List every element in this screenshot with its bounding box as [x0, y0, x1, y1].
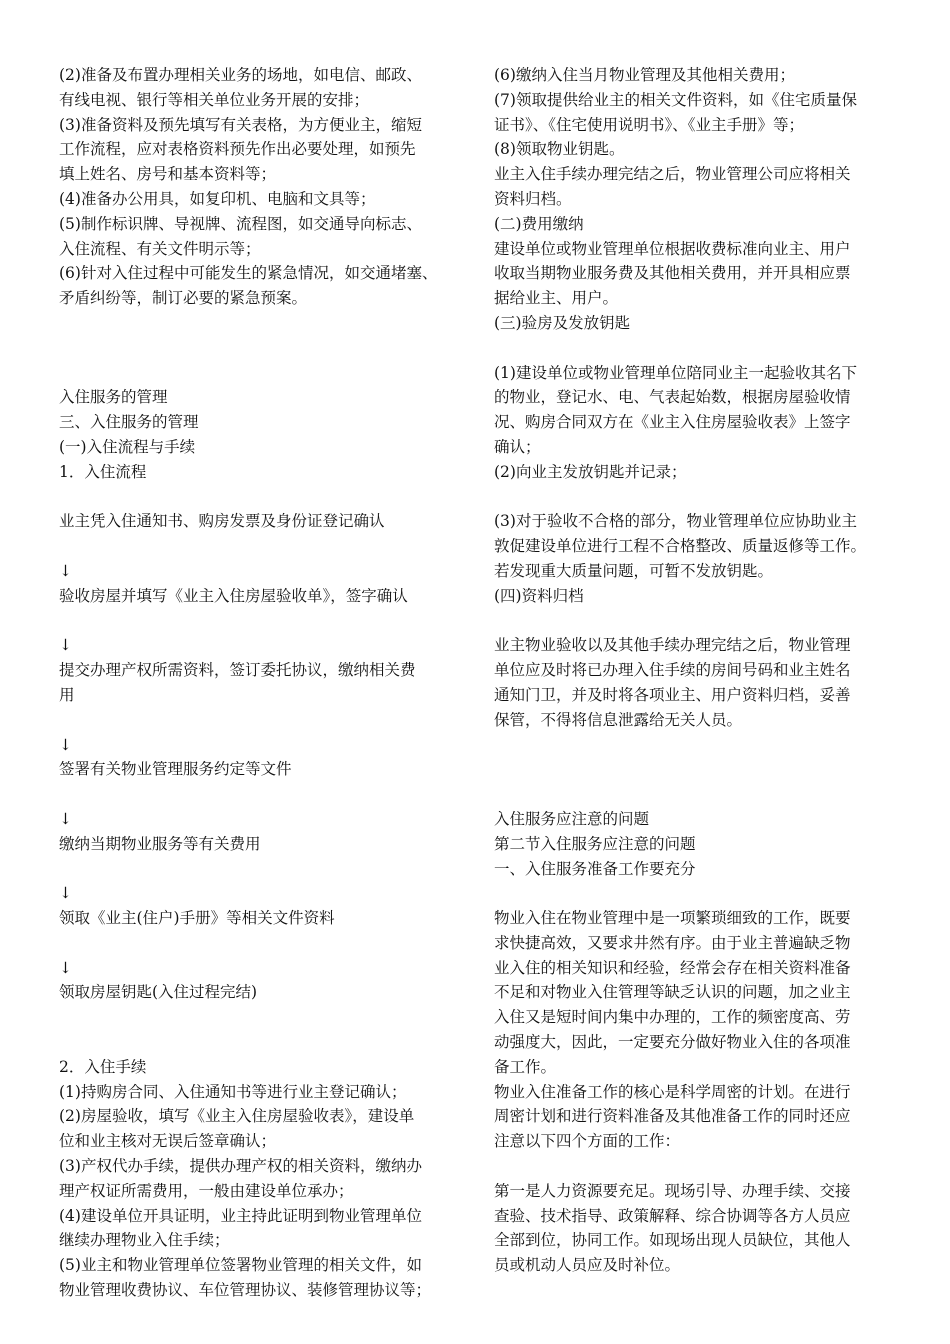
- heading-section-3: [59, 410, 471, 435]
- blank-line: [59, 782, 471, 807]
- text-line: (一)入住流程与手续: [59, 437, 196, 456]
- text-line: 求快捷高效，又要求井然有序。由于业主普遍缺乏物: [494, 933, 851, 952]
- text-line: 2．入住手续: [59, 1057, 147, 1076]
- para-prep-core: [494, 1080, 906, 1154]
- left-column: [59, 63, 471, 1303]
- text-line: 注意以下四个方面的工作：: [494, 1132, 681, 1151]
- text-line: (7)领取提供给业主的相关文件资料，如《住宅质量保: [494, 90, 857, 109]
- text-line: 周密计划和进行资料准备及其他准备工作的同时还应: [494, 1107, 851, 1126]
- text-line: ↓: [59, 636, 72, 655]
- blank-line: [59, 857, 471, 882]
- text-line: (3)产权代办手续，提供办理产权的相关资料，缴纳办: [59, 1157, 422, 1176]
- text-line: (3)对于验收不合格的部分，物业管理单位应协助业主: [494, 512, 857, 531]
- blank-line: [494, 733, 906, 758]
- text-line: (二)费用缴纳: [494, 214, 584, 233]
- text-line: (2)准备及布置办理相关业务的场地，如电信、邮政、: [59, 66, 422, 84]
- text-line: ↓: [59, 884, 72, 903]
- text-line: 缴纳当期物业服务等有关费用: [59, 834, 261, 853]
- text-line: (3)准备资料及预先填写有关表格，为方便业主，缩短: [59, 115, 422, 134]
- heading-checkin-management: [59, 385, 471, 410]
- para-archiving: [494, 633, 906, 732]
- text-line: 建设单位或物业管理单位根据收费标准向业主、用户: [494, 239, 851, 258]
- flow-arrow: [59, 633, 471, 658]
- text-line: (1)持购房合同、入住通知书等进行业主登记确认；: [59, 1082, 407, 1101]
- text-line: 提交办理产权所需资料，签订委托协议，缴纳相关费: [59, 661, 416, 680]
- flow-arrow: [59, 807, 471, 832]
- flow-arrow: [59, 733, 471, 758]
- flow-step-6: [59, 906, 471, 931]
- text-line: 备工作。: [494, 1057, 557, 1076]
- item-5-signage: [59, 212, 471, 262]
- blank-line: [494, 336, 906, 361]
- heading-process-procedures: [59, 435, 471, 460]
- text-line: 若发现重大质量问题，可暂不发放钥匙。: [494, 561, 774, 580]
- flow-step-1: [59, 509, 471, 534]
- blank-line: [59, 1030, 471, 1055]
- text-line: 查验、技术指导、政策解释、综合协调等各方人员应: [494, 1206, 851, 1225]
- text-line: 理产权证所需费用，一般由建设单位承办；: [59, 1181, 354, 1200]
- para-prep-intro: [494, 906, 906, 1080]
- item-4-office-supplies: [59, 187, 471, 212]
- text-line: ↓: [59, 735, 72, 754]
- text-line: 单位应及时将已办理入住手续的房间号码和业主姓名: [494, 661, 851, 680]
- inspect-3: [494, 509, 906, 583]
- flow-arrow: [59, 881, 471, 906]
- text-line: 据给业主、用户。: [494, 289, 619, 308]
- text-line: 三、入住服务的管理: [59, 413, 199, 432]
- blank-line: [494, 881, 906, 906]
- text-line: 业主入住手续办理完结之后，物业管理公司应将相关: [494, 165, 851, 184]
- text-line: 敦促建设单位进行工程不合格整改、质量返修等工作。: [494, 537, 867, 556]
- text-line: 签署有关物业管理服务约定等文件: [59, 760, 292, 779]
- blank-line: [59, 336, 471, 361]
- text-line: 继续办理物业入住手续；: [59, 1231, 230, 1250]
- text-line: (四)资料归档: [494, 586, 584, 605]
- flow-step-2: [59, 584, 471, 609]
- proc-5: [59, 1253, 471, 1303]
- blank-line: [59, 1005, 471, 1030]
- proc-7: [494, 88, 906, 138]
- flow-step-5: [59, 832, 471, 857]
- text-line: (4)准备办公用具，如复印机、电脑和文具等；: [59, 189, 376, 208]
- blank-line: [59, 931, 471, 956]
- text-line: (5)制作标识牌、导视牌、流程图，如交通导向标志、: [59, 214, 422, 233]
- heading-archiving: [494, 584, 906, 609]
- text-line: 证书》、《住宅使用说明书》、《业主手册》等；: [494, 115, 805, 134]
- text-line: 资料归档。: [494, 189, 572, 208]
- proc-8: [494, 137, 906, 162]
- text-line: 入住流程、有关文件明示等；: [59, 239, 261, 258]
- text-line: (三)验房及发放钥匙: [494, 313, 631, 332]
- para-fees: [494, 237, 906, 311]
- text-line: 有线电视、银行等相关单位业务开展的安排；: [59, 90, 370, 109]
- flow-step-4: [59, 757, 471, 782]
- text-line: 第一是人力资源要充足。现场引导、办理手续、交接: [494, 1181, 851, 1200]
- item-2-prep-venue: [59, 63, 471, 113]
- item-6-emergency-plan: [59, 261, 471, 311]
- heading-section-2: [494, 832, 906, 857]
- text-line: 第二节入住服务应注意的问题: [494, 834, 696, 853]
- item-3-prep-forms: [59, 113, 471, 187]
- text-line: 员或机动人员应及时补位。: [494, 1256, 681, 1275]
- text-line: (6)缴纳入住当月物业管理及其他相关费用；: [494, 66, 795, 84]
- text-line: (4)建设单位开具证明，业主持此证明到物业管理单位: [59, 1206, 422, 1225]
- proc-6: [494, 63, 906, 88]
- text-line: 通知门卫，并及时将各项业主、用户资料归档，妥善: [494, 685, 851, 704]
- heading-fees: [494, 212, 906, 237]
- inspect-2: [494, 460, 906, 485]
- text-line: 工作流程，应对表格资料预先作出必要处理，如预先: [59, 140, 416, 159]
- text-line: 入住服务应注意的问题: [494, 809, 650, 828]
- text-line: 物业管理收费协议、车位管理协议、装修管理协议等；: [59, 1281, 432, 1300]
- heading-inspection-keys: [494, 311, 906, 336]
- proc-4: [59, 1204, 471, 1254]
- heading-prep-sufficient: [494, 857, 906, 882]
- text-line: 动强度大，因此，一定要充分做好物业入住的各项准: [494, 1033, 851, 1052]
- flow-step-7: [59, 980, 471, 1005]
- blank-line: [494, 1154, 906, 1179]
- text-line: (2)房屋验收，填写《业主入住房屋验收表》，建设单: [59, 1107, 415, 1126]
- blank-line: [494, 782, 906, 807]
- text-line: 的物业，登记水、电、气表起始数，根据房屋验收情: [494, 388, 851, 407]
- text-line: 1．入住流程: [59, 462, 147, 481]
- text-line: ↓: [59, 561, 72, 580]
- text-line: 领取房屋钥匙(入住过程完结): [59, 983, 258, 1002]
- proc-1: [59, 1080, 471, 1105]
- text-line: 位和业主核对无误后签章确认；: [59, 1132, 277, 1151]
- text-line: 全部到位，协同工作。如现场出现人员缺位，其他人: [494, 1231, 851, 1250]
- text-line: 业入住的相关知识和经验，经常会存在相关资料准备: [494, 958, 851, 977]
- blank-line: [59, 534, 471, 559]
- blank-line: [494, 757, 906, 782]
- para-archive-after-checkin: [494, 162, 906, 212]
- text-line: 业主凭入住通知书、购房发票及身份证登记确认: [59, 512, 385, 531]
- text-line: 矛盾纠纷等，制订必要的紧急预案。: [59, 289, 308, 308]
- heading-issues: [494, 807, 906, 832]
- flow-arrow: [59, 559, 471, 584]
- para-human-resources: [494, 1179, 906, 1278]
- text-line: 收取当期物业服务费及其他相关费用，并开具相应票: [494, 264, 851, 283]
- proc-2: [59, 1104, 471, 1154]
- text-line: (5)业主和物业管理单位签署物业管理的相关文件，如: [59, 1256, 422, 1275]
- text-line: 一、入住服务准备工作要充分: [494, 859, 696, 878]
- text-line: 填上姓名、房号和基本资料等；: [59, 165, 277, 184]
- text-line: 确认；: [494, 437, 541, 456]
- text-line: (6)针对入住过程中可能发生的紧急情况，如交通堵塞、: [59, 264, 438, 283]
- heading-procedures: [59, 1055, 471, 1080]
- text-line: 物业入住在物业管理中是一项繁琐细致的工作，既要: [494, 909, 851, 928]
- text-line: 物业入住准备工作的核心是科学周密的计划。在进行: [494, 1082, 851, 1101]
- flow-arrow: [59, 956, 471, 981]
- text-line: ↓: [59, 809, 72, 828]
- blank-line: [59, 708, 471, 733]
- text-line: 入住服务的管理: [59, 388, 168, 407]
- text-line: 不足和对物业入住管理等缺乏认识的问题，加之业主: [494, 983, 851, 1002]
- text-line: ↓: [59, 958, 72, 977]
- blank-line: [59, 609, 471, 634]
- text-line: 保管，不得将信息泄露给无关人员。: [494, 710, 743, 729]
- blank-line: [494, 609, 906, 634]
- text-line: (1)建设单位或物业管理单位陪同业主一起验收其名下: [494, 363, 857, 382]
- inspect-1: [494, 361, 906, 460]
- blank-line: [494, 485, 906, 510]
- text-line: 验收房屋并填写《业主入住房屋验收单》，签字确认: [59, 586, 408, 605]
- blank-line: [59, 485, 471, 510]
- text-line: 入住又是短时间内集中办理的，工作的频密度高、劳: [494, 1008, 851, 1027]
- text-line: 况、购房合同双方在《业主入住房屋验收表》上签字: [494, 413, 851, 432]
- blank-line: [59, 311, 471, 336]
- proc-3: [59, 1154, 471, 1204]
- flow-step-3: [59, 658, 471, 708]
- text-line: 业主物业验收以及其他手续办理完结之后，物业管理: [494, 636, 851, 655]
- text-line: 用: [59, 685, 75, 704]
- blank-line: [59, 361, 471, 386]
- right-column: [494, 63, 906, 1278]
- text-line: 领取《业主(住户)手册》等相关文件资料: [59, 909, 335, 928]
- text-line: (2)向业主发放钥匙并记录；: [494, 462, 687, 481]
- heading-process: [59, 460, 471, 485]
- text-line: (8)领取物业钥匙。: [494, 140, 625, 159]
